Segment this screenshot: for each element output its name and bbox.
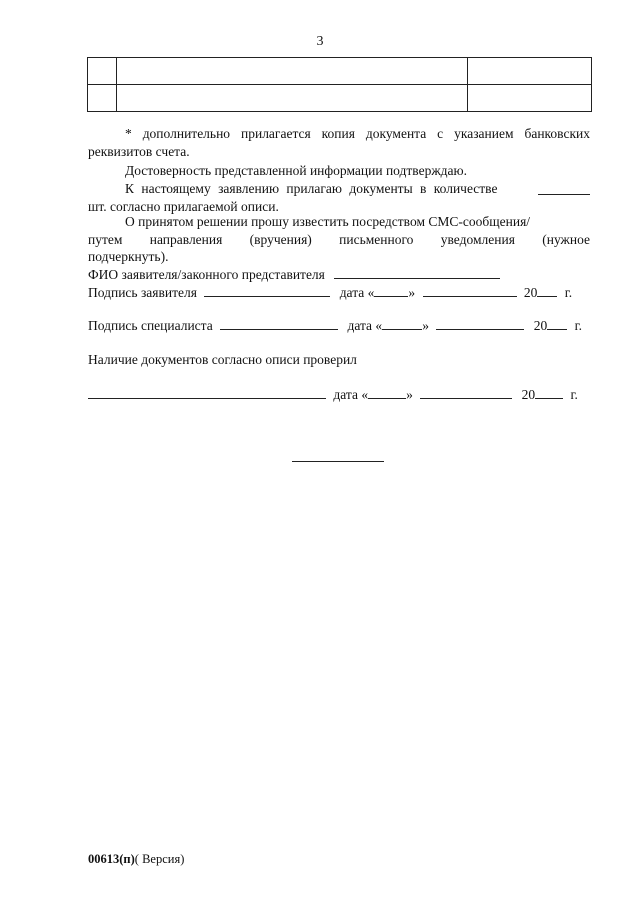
day-field[interactable] xyxy=(374,284,408,297)
footer-divider xyxy=(292,461,384,462)
table-cell xyxy=(468,85,592,112)
continuation-table xyxy=(87,57,592,112)
attachments-text: К настоящему заявлению прилагаю документы в количестве xyxy=(125,181,498,196)
year-field[interactable] xyxy=(547,317,567,330)
year-prefix: 20 xyxy=(521,387,536,402)
table-cell xyxy=(468,58,592,85)
documents-count-field[interactable] xyxy=(538,182,590,195)
date-label: дата « xyxy=(347,318,383,333)
checked-label: Наличие документов согласно описи проверил xyxy=(88,352,357,367)
form-version: ( Версия) xyxy=(134,852,185,866)
specialist-signature-label: Подпись специалиста xyxy=(88,318,213,333)
date-label: дата « xyxy=(333,387,369,402)
attachments-line1 xyxy=(88,181,590,197)
notify-line3: подчеркнуть). xyxy=(88,249,169,264)
date-close: » xyxy=(408,285,416,300)
attachments-line2: шт. согласно прилагаемой описи. xyxy=(88,199,279,214)
day-field[interactable] xyxy=(382,317,422,330)
applicant-signature-label: Подпись заявителя xyxy=(88,285,197,300)
form-code: 00613(п) xyxy=(88,852,135,866)
table-cell xyxy=(117,85,468,112)
month-field[interactable] xyxy=(420,386,512,399)
table-cell xyxy=(88,58,117,85)
day-field[interactable] xyxy=(368,386,406,399)
date-close: » xyxy=(406,387,413,402)
fio-label: ФИО заявителя/законного представителя xyxy=(88,267,325,282)
year-suffix: г. xyxy=(574,318,582,333)
year-suffix: г. xyxy=(564,285,573,300)
applicant-signature-row xyxy=(88,284,590,301)
checker-signature-field[interactable] xyxy=(88,386,326,399)
year-suffix: г. xyxy=(570,387,578,402)
notify-line1: О принятом решении прошу известить посредством СМС-сообщения/ xyxy=(125,214,531,229)
table-row xyxy=(88,58,592,85)
month-field[interactable] xyxy=(423,284,517,297)
applicant-signature-field[interactable] xyxy=(204,284,330,297)
year-prefix: 20 xyxy=(523,285,538,300)
page-number: 3 xyxy=(316,34,324,49)
notify-line2: путем направления (вручения) письменного уведомления (нужное xyxy=(88,232,590,247)
date-close: » xyxy=(422,318,429,333)
year-prefix: 20 xyxy=(533,318,548,333)
fio-row xyxy=(88,266,590,283)
table-row xyxy=(88,85,592,112)
checker-signature-row xyxy=(88,386,590,403)
table-cell xyxy=(88,85,117,112)
table-cell xyxy=(117,58,468,85)
fio-field[interactable] xyxy=(334,266,500,279)
bank-note-line2: реквизитов счета. xyxy=(88,144,190,159)
date-label: дата « xyxy=(339,285,375,300)
bank-note-line1: * дополнительно прилагается копия документа с указанием банковских xyxy=(125,126,590,141)
month-field[interactable] xyxy=(436,317,524,330)
specialist-signature-row xyxy=(88,317,590,334)
year-field[interactable] xyxy=(535,386,563,399)
document-code xyxy=(88,852,184,867)
specialist-signature-field[interactable] xyxy=(220,317,338,330)
confirmation-text: Достоверность представленной информации подтверждаю. xyxy=(125,163,467,178)
year-field[interactable] xyxy=(537,284,557,297)
